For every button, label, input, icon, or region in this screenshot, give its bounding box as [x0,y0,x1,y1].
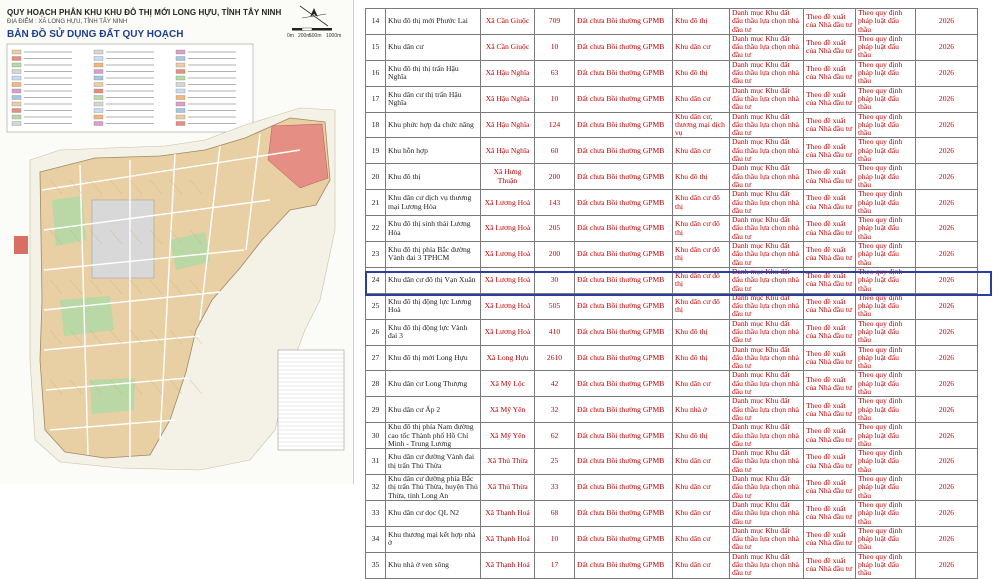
cell-list-type: Danh mục Khu đất đấu thầu lựa chọn nhà đầu tư [730,552,804,578]
cell-stt: 22 [366,216,386,242]
cell-list-type: Danh mục Khu đất đấu thầu lựa chọn nhà đầu tư [730,475,804,501]
table-row [366,112,978,138]
cell-stt: 16 [366,60,386,86]
table-row [366,526,978,552]
cell-location: Xã Lương Hoà [481,319,535,345]
cell-year: 2026 [916,60,978,86]
table-row [366,371,978,397]
cell-area: 143 [535,190,575,216]
cell-location: Xã Mỹ Yên [481,423,535,449]
cell-legal-basis: Theo quy định pháp luật đấu thầu [856,216,916,242]
cell-project-name: Khu dân cư Long Thượng [386,371,481,397]
cell-legal-basis: Theo quy định pháp luật đấu thầu [856,475,916,501]
cell-list-type: Danh mục Khu đất đấu thầu lựa chọn nhà đầu tư [730,216,804,242]
cell-area: 205 [535,216,575,242]
cell-project-name: Khu đô thị phía Nam đường cao tốc Thành phố Hồ Chí Minh - Trung Lương [386,423,481,449]
cell-stt: 19 [366,138,386,164]
cell-list-type: Danh mục Khu đất đấu thầu lựa chọn nhà đầu tư [730,267,804,293]
cell-area: 63 [535,60,575,86]
cell-legal-basis: Theo quy định pháp luật đấu thầu [856,242,916,268]
cell-legal-basis: Theo quy định pháp luật đấu thầu [856,293,916,319]
cell-proposal: Theo đề xuất của Nhà đầu tư [804,475,856,501]
cell-zone-type: Khu dân cư đô thị [673,267,730,293]
cell-proposal: Theo đề xuất của Nhà đầu tư [804,371,856,397]
cell-stt: 25 [366,293,386,319]
cell-area: 709 [535,9,575,35]
cell-project-name: Khu đô thị thị trấn Hậu Nghĩa [386,60,481,86]
cell-list-type: Danh mục Khu đất đấu thầu lựa chọn nhà đầu tư [730,293,804,319]
cell-area: 2610 [535,345,575,371]
cell-year: 2026 [916,449,978,475]
compass-rose-icon [300,6,328,26]
cell-location: Xã Lương Hoà [481,190,535,216]
cell-land-type: Đất chưa Bồi thường GPMB [575,216,673,242]
cell-land-type: Đất chưa Bồi thường GPMB [575,475,673,501]
cell-location: Xã Lương Hoà [481,293,535,319]
cell-zone-type: Khu dân cư đô thị [673,293,730,319]
cell-proposal: Theo đề xuất của Nhà đầu tư [804,267,856,293]
cell-zone-type: Khu dân cư [673,449,730,475]
cell-proposal: Theo đề xuất của Nhà đầu tư [804,449,856,475]
cell-stt: 21 [366,190,386,216]
cell-legal-basis: Theo quy định pháp luật đấu thầu [856,345,916,371]
cell-proposal: Theo đề xuất của Nhà đầu tư [804,112,856,138]
cell-year: 2026 [916,112,978,138]
cell-list-type: Danh mục Khu đất đấu thầu lựa chọn nhà đầu tư [730,190,804,216]
cell-location: Xã Mỹ Yên [481,397,535,423]
cell-legal-basis: Theo quy định pháp luật đấu thầu [856,319,916,345]
cell-stt: 20 [366,164,386,190]
cell-legal-basis: Theo quy định pháp luật đấu thầu [856,267,916,293]
cell-location: Xã Thủ Thừa [481,475,535,501]
cell-project-name: Khu dân cư dịch vụ thương mại Lương Hòa [386,190,481,216]
cell-land-type: Đất chưa Bồi thường GPMB [575,86,673,112]
cell-location: Xã Thạnh Hoá [481,526,535,552]
cell-list-type: Danh mục Khu đất đấu thầu lựa chọn nhà đầu tư [730,371,804,397]
cell-area: 410 [535,319,575,345]
cell-proposal: Theo đề xuất của Nhà đầu tư [804,345,856,371]
cell-location: Xã Long Hựu [481,345,535,371]
cell-list-type: Danh mục Khu đất đấu thầu lựa chọn nhà đầu tư [730,60,804,86]
cell-zone-type: Khu dân cư [673,34,730,60]
cell-year: 2026 [916,526,978,552]
cell-list-type: Danh mục Khu đất đấu thầu lựa chọn nhà đầu tư [730,345,804,371]
cell-stt: 18 [366,112,386,138]
cell-zone-type: Khu dân cư đô thị [673,242,730,268]
cell-project-name: Khu nhà ở ven sông [386,552,481,578]
cell-year: 2026 [916,9,978,35]
cell-project-name: Khu dân cư thị trấn Hậu Nghĩa [386,86,481,112]
cell-list-type: Danh mục Khu đất đấu thầu lựa chọn nhà đầu tư [730,34,804,60]
cell-area: 25 [535,449,575,475]
cell-project-name: Khu hỗn hợp [386,138,481,164]
table-row [366,164,978,190]
cell-project-name: Khu đô thị mới Long Hựu [386,345,481,371]
table-row [366,397,978,423]
cell-year: 2026 [916,397,978,423]
cell-year: 2026 [916,138,978,164]
table-row [366,9,978,35]
cell-stt: 34 [366,526,386,552]
cell-location: Xã Hậu Nghĩa [481,138,535,164]
scale-label-1: 200m [298,33,311,39]
cell-location: Xã Thạnh Hoá [481,552,535,578]
scale-label-0: 0m [287,33,294,39]
cell-zone-type: Khu đô thị [673,60,730,86]
cell-area: 200 [535,164,575,190]
cell-zone-type: Khu đô thị [673,9,730,35]
cell-land-type: Đất chưa Bồi thường GPMB [575,34,673,60]
cell-project-name: Khu phức hợp đa chức năng [386,112,481,138]
cell-proposal: Theo đề xuất của Nhà đầu tư [804,190,856,216]
cell-area: 42 [535,371,575,397]
cell-location: Xã Mỹ Lộc [481,371,535,397]
cell-legal-basis: Theo quy định pháp luật đấu thầu [856,86,916,112]
cell-list-type: Danh mục Khu đất đấu thầu lựa chọn nhà đầu tư [730,164,804,190]
cell-area: 124 [535,112,575,138]
cell-project-name: Khu đô thị động lực Lương Hoà [386,293,481,319]
cell-land-type: Đất chưa Bồi thường GPMB [575,319,673,345]
cell-list-type: Danh mục Khu đất đấu thầu lựa chọn nhà đầu tư [730,500,804,526]
cell-list-type: Danh mục Khu đất đấu thầu lựa chọn nhà đầu tư [730,449,804,475]
cell-legal-basis: Theo quy định pháp luật đấu thầu [856,190,916,216]
cell-land-type: Đất chưa Bồi thường GPMB [575,449,673,475]
cell-year: 2026 [916,86,978,112]
cell-location: Xã Cần Giuộc [481,9,535,35]
cell-zone-type: Khu dân cư [673,552,730,578]
cell-proposal: Theo đề xuất của Nhà đầu tư [804,423,856,449]
cell-list-type: Danh mục Khu đất đấu thầu lựa chọn nhà đầu tư [730,9,804,35]
table-row [366,86,978,112]
table-row [366,138,978,164]
cell-project-name: Khu thương mại kết hợp nhà ở [386,526,481,552]
cell-project-name: Khu dân cư đường phía Bắc thị trấn Thủ Thừa, huyện Thủ Thừa, tỉnh Long An [386,475,481,501]
cell-legal-basis: Theo quy định pháp luật đấu thầu [856,164,916,190]
cell-stt: 32 [366,475,386,501]
map-title: QUY HOẠCH PHÂN KHU KHU ĐÔ THỊ MỚI LONG HỰU, TỈNH TÂY NINH [7,8,282,17]
cell-stt: 33 [366,500,386,526]
table-row [366,475,978,501]
cell-project-name: Khu đô thị [386,164,481,190]
cell-location: Xã Lương Hoà [481,267,535,293]
cell-zone-type: Khu dân cư [673,371,730,397]
cell-legal-basis: Theo quy định pháp luật đấu thầu [856,526,916,552]
cell-project-name: Khu đô thị mới Phước Lai [386,9,481,35]
cell-land-type: Đất chưa Bồi thường GPMB [575,423,673,449]
cell-area: 30 [535,267,575,293]
cell-zone-type: Khu dân cư [673,86,730,112]
cell-area: 10 [535,86,575,112]
cell-area: 68 [535,500,575,526]
cell-legal-basis: Theo quy định pháp luật đấu thầu [856,112,916,138]
cell-project-name: Khu dân cư dọc QL N2 [386,500,481,526]
table-row [366,242,978,268]
cell-year: 2026 [916,34,978,60]
cell-zone-type: Khu đô thị [673,345,730,371]
cell-zone-type: Khu đô thị [673,319,730,345]
cell-land-type: Đất chưa Bồi thường GPMB [575,526,673,552]
cell-area: 17 [535,552,575,578]
cell-year: 2026 [916,164,978,190]
planning-map [0,0,354,484]
cell-legal-basis: Theo quy định pháp luật đấu thầu [856,500,916,526]
cell-proposal: Theo đề xuất của Nhà đầu tư [804,319,856,345]
cell-zone-type: Khu dân cư [673,138,730,164]
land-list-table [365,8,978,579]
cell-area: 62 [535,423,575,449]
cell-area: 200 [535,242,575,268]
cell-stt: 23 [366,242,386,268]
cell-land-type: Đất chưa Bồi thường GPMB [575,112,673,138]
cell-stt: 27 [366,345,386,371]
cell-proposal: Theo đề xuất của Nhà đầu tư [804,216,856,242]
land-list-table-panel [365,8,990,578]
cell-location: Xã Lương Hoà [481,242,535,268]
cell-legal-basis: Theo quy định pháp luật đấu thầu [856,138,916,164]
cell-stt: 28 [366,371,386,397]
cell-stt: 29 [366,397,386,423]
cell-land-type: Đất chưa Bồi thường GPMB [575,345,673,371]
cell-stt: 30 [366,423,386,449]
table-row [366,423,978,449]
cell-list-type: Danh mục Khu đất đấu thầu lựa chọn nhà đầu tư [730,526,804,552]
cell-proposal: Theo đề xuất của Nhà đầu tư [804,86,856,112]
cell-legal-basis: Theo quy định pháp luật đấu thầu [856,449,916,475]
cell-proposal: Theo đề xuất của Nhà đầu tư [804,526,856,552]
scale-label-2: 500m [309,33,322,39]
table-row [366,190,978,216]
table-row [366,345,978,371]
cell-legal-basis: Theo quy định pháp luật đấu thầu [856,552,916,578]
cell-stt: 26 [366,319,386,345]
cell-location: Xã Thủ Thừa [481,449,535,475]
cell-land-type: Đất chưa Bồi thường GPMB [575,60,673,86]
cell-land-type: Đất chưa Bồi thường GPMB [575,164,673,190]
cell-land-type: Đất chưa Bồi thường GPMB [575,267,673,293]
cell-proposal: Theo đề xuất của Nhà đầu tư [804,242,856,268]
cell-project-name: Khu dân cư Ấp 2 [386,397,481,423]
cell-proposal: Theo đề xuất của Nhà đầu tư [804,34,856,60]
cell-location: Xã Hậu Nghĩa [481,112,535,138]
cell-year: 2026 [916,500,978,526]
cell-list-type: Danh mục Khu đất đấu thầu lựa chọn nhà đầu tư [730,242,804,268]
cell-zone-type: Khu dân cư, thương mại dịch vụ [673,112,730,138]
cell-zone-type: Khu dân cư đô thị [673,216,730,242]
cell-zone-type: Khu dân cư đô thị [673,190,730,216]
cell-zone-type: Khu đô thị [673,423,730,449]
cell-year: 2026 [916,242,978,268]
table-row [366,500,978,526]
table-row [366,319,978,345]
cell-legal-basis: Theo quy định pháp luật đấu thầu [856,371,916,397]
cell-proposal: Theo đề xuất của Nhà đầu tư [804,9,856,35]
cell-land-type: Đất chưa Bồi thường GPMB [575,552,673,578]
map-heading: BẢN ĐỒ SỬ DỤNG ĐẤT QUY HOẠCH [7,29,184,40]
cell-proposal: Theo đề xuất của Nhà đầu tư [804,293,856,319]
cell-zone-type: Khu đô thị [673,164,730,190]
cell-year: 2026 [916,293,978,319]
cell-project-name: Khu dân cư đường Vành đai thị trấn Thủ Thừa [386,449,481,475]
cell-proposal: Theo đề xuất của Nhà đầu tư [804,500,856,526]
cell-area: 33 [535,475,575,501]
cell-year: 2026 [916,475,978,501]
cell-project-name: Khu đô thị động lực Vành đai 3 [386,319,481,345]
table-row [366,293,978,319]
cell-location: Xã Cần Giuộc [481,34,535,60]
cell-proposal: Theo đề xuất của Nhà đầu tư [804,60,856,86]
cell-project-name: Khu dân cư đô thị Vạn Xuân [386,267,481,293]
cell-legal-basis: Theo quy định pháp luật đấu thầu [856,34,916,60]
cell-land-type: Đất chưa Bồi thường GPMB [575,9,673,35]
cell-location: Xã Lương Hoà [481,216,535,242]
cell-location: Xã Hậu Nghĩa [481,86,535,112]
cell-year: 2026 [916,319,978,345]
cell-list-type: Danh mục Khu đất đấu thầu lựa chọn nhà đầu tư [730,423,804,449]
cell-year: 2026 [916,267,978,293]
cell-land-type: Đất chưa Bồi thường GPMB [575,138,673,164]
cell-land-type: Đất chưa Bồi thường GPMB [575,242,673,268]
cell-zone-type: Khu dân cư [673,475,730,501]
cell-land-type: Đất chưa Bồi thường GPMB [575,397,673,423]
cell-list-type: Danh mục Khu đất đấu thầu lựa chọn nhà đầu tư [730,86,804,112]
table-row [366,60,978,86]
cell-project-name: Khu dân cư [386,34,481,60]
cell-area: 505 [535,293,575,319]
cell-stt: 15 [366,34,386,60]
cell-zone-type: Khu dân cư [673,526,730,552]
cell-stt: 35 [366,552,386,578]
cell-area: 60 [535,138,575,164]
table-row [366,449,978,475]
table-row [366,216,978,242]
cell-project-name: Khu đô thị sinh thái Lương Hòa [386,216,481,242]
table-row [366,34,978,60]
cell-area: 10 [535,34,575,60]
scale-label-3: 1000m [326,33,342,39]
map-data-table [278,350,344,450]
cell-year: 2026 [916,190,978,216]
map-legend [7,44,253,132]
cell-year: 2026 [916,216,978,242]
cell-land-type: Đất chưa Bồi thường GPMB [575,190,673,216]
table-row [366,552,978,578]
cell-legal-basis: Theo quy định pháp luật đấu thầu [856,397,916,423]
cell-zone-type: Khu dân cư [673,500,730,526]
cell-legal-basis: Theo quy định pháp luật đấu thầu [856,9,916,35]
cell-list-type: Danh mục Khu đất đấu thầu lựa chọn nhà đầu tư [730,397,804,423]
cell-year: 2026 [916,371,978,397]
cell-proposal: Theo đề xuất của Nhà đầu tư [804,397,856,423]
cell-zone-type: Khu nhà ở [673,397,730,423]
cell-stt: 31 [366,449,386,475]
cell-location: Xã Hưng Thuận [481,164,535,190]
cell-location: Xã Thạnh Hoá [481,500,535,526]
cell-list-type: Danh mục Khu đất đấu thầu lựa chọn nhà đầu tư [730,138,804,164]
cell-legal-basis: Theo quy định pháp luật đấu thầu [856,423,916,449]
cell-area: 10 [535,526,575,552]
cell-proposal: Theo đề xuất của Nhà đầu tư [804,138,856,164]
cell-location: Xã Hậu Nghĩa [481,60,535,86]
cell-list-type: Danh mục Khu đất đấu thầu lựa chọn nhà đầu tư [730,319,804,345]
cell-land-type: Đất chưa Bồi thường GPMB [575,500,673,526]
cell-land-type: Đất chưa Bồi thường GPMB [575,293,673,319]
cell-proposal: Theo đề xuất của Nhà đầu tư [804,552,856,578]
cell-project-name: Khu đô thị phía Bắc đường Vành đai 3 TPHCM [386,242,481,268]
cell-proposal: Theo đề xuất của Nhà đầu tư [804,164,856,190]
cell-stt: 17 [366,86,386,112]
map-subtitle: ĐỊA ĐIỂM : XÃ LONG HỰU, TỈNH TÂY NINH [7,19,128,25]
cell-land-type: Đất chưa Bồi thường GPMB [575,371,673,397]
cell-year: 2026 [916,552,978,578]
cell-legal-basis: Theo quy định pháp luật đấu thầu [856,60,916,86]
cell-stt: 24 [366,267,386,293]
cell-year: 2026 [916,345,978,371]
table-row [366,267,978,293]
land-use-map-drawing [0,0,353,484]
scale-bar [292,28,332,31]
cell-stt: 14 [366,9,386,35]
cell-list-type: Danh mục Khu đất đấu thầu lựa chọn nhà đầu tư [730,112,804,138]
cell-year: 2026 [916,423,978,449]
cell-area: 32 [535,397,575,423]
